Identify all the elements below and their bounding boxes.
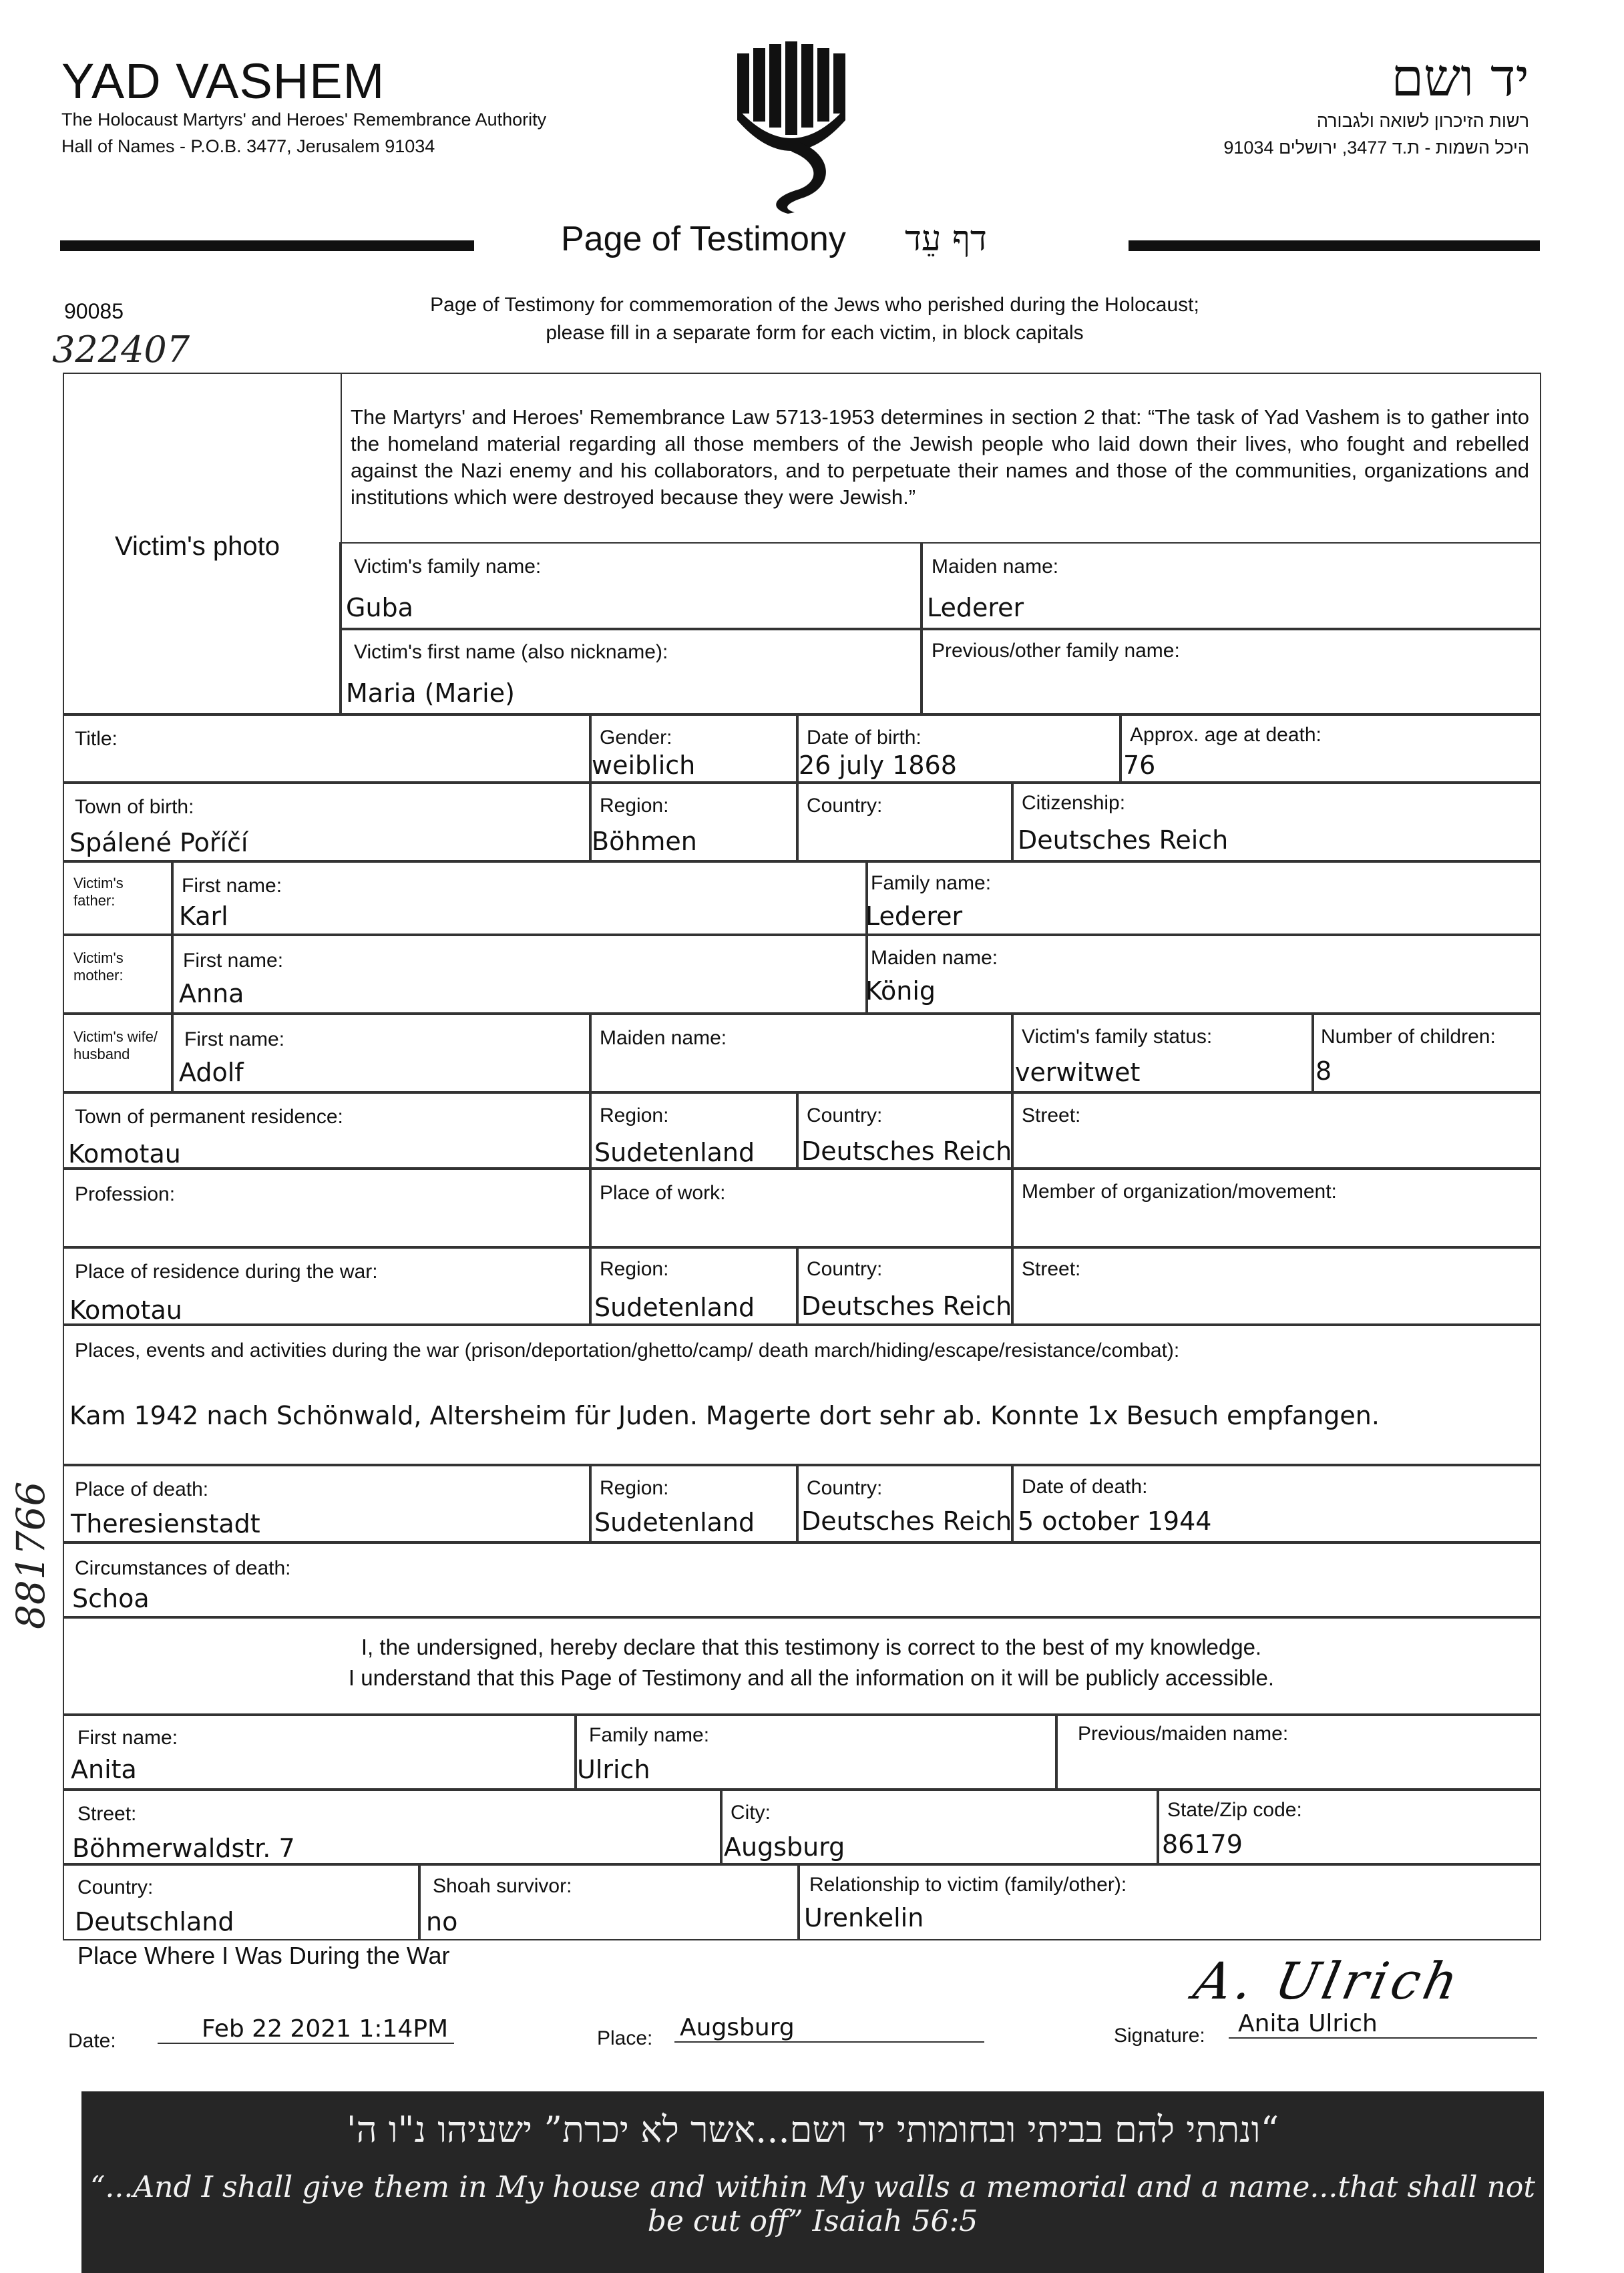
war-place-note: Place Where I Was During the War [77,1942,450,1969]
death-region-label: Region: [600,1477,669,1499]
declaration-line-2: I understand that this Page of Testimony and all the information on it will be publicly accessible. [348,1665,1275,1690]
work-label: Place of work: [600,1182,726,1204]
submitter-first-name-value: Anita [71,1755,137,1784]
citizenship-value: Deutsches Reich [1018,825,1229,855]
family-status-label: Victim's family status: [1022,1026,1213,1048]
title-rule-left [60,240,474,251]
death-date-label: Date of death: [1022,1476,1148,1498]
survivor-label: Shoah survivor: [433,1875,572,1897]
submitter-prev-name-label: Previous/maiden name: [1078,1723,1289,1745]
submitter-city-value: Augsburg [724,1832,845,1862]
spouse-row-label: Victim's wife/ husband [73,1028,158,1062]
document-number: 90085 [64,299,124,323]
death-region-value: Sudetenland [594,1508,755,1537]
children-label: Number of children: [1321,1026,1496,1048]
prev-family-name-label: Previous/other family name: [932,640,1180,662]
spouse-maiden-name-cell [589,1012,1014,1094]
war-region-value: Sudetenland [594,1293,755,1322]
birth-country-cell [796,781,1014,863]
father-row-label: Victim's father: [73,875,124,909]
org-address-he: היכל השמות - ת.ד 3477, ירושלים 91034 [1223,137,1529,158]
father-family-name-label: Family name: [871,872,992,894]
quote-banner [81,2091,1544,2273]
father-family-name-value: Lederer [865,901,963,931]
org-subtitle: The Holocaust Martyrs' and Heroes' Remembrance Authority [61,110,547,130]
relationship-value: Urenkelin [804,1903,924,1932]
family-name-value: Guba [346,593,413,622]
member-label: Member of organization/movement: [1022,1181,1337,1203]
survivor-value: no [426,1907,458,1936]
first-name-value: Maria (Marie) [346,678,515,708]
mother-maiden-name-value: König [865,976,936,1006]
document-title: Page of Testimony [561,220,846,258]
banner-hebrew-quote: “ונתתי להם בביתי ובחומותי יד ושם...אשר לא יכרת” ישעיהו נ"ו ה' [346,2109,1279,2151]
title-label: Title: [75,728,118,750]
children-value: 8 [1315,1056,1332,1086]
profession-cell [63,1167,592,1249]
submitter-family-name-label: Family name: [589,1724,710,1746]
spouse-first-name-value: Adolf [179,1058,244,1087]
war-region-label: Region: [600,1258,669,1280]
signature-name: Anita Ulrich [1229,2010,1537,2039]
residence-country-label: Country: [807,1104,883,1126]
handwritten-number: 322407 [52,329,190,371]
law-text: The Martyrs' and Heroes' Remembrance Law 5713-1953 determines in section 2 that: “The task of Yad Vashem is to gather into the homeland material regarding all those members of the Jewish people who laid down their lives, who fought and rebelled against the Nazi enemy and his collaborators, and to perpetuate their names and those of the communities, organizations and institutions which were destroyed because they were Jewish.” [351,405,1529,509]
events-label: Places, events and activities during the war (prison/deportation/ghetto/camp/ death march/hiding/escape/resistance/combat): [75,1339,1180,1362]
org-header-en [61,53,547,160]
place-label: Place: [597,2027,653,2049]
maiden-name-label: Maiden name: [932,556,1059,578]
father-first-name-label: First name: [182,875,282,897]
declaration-line-1: I, the undersigned, hereby declare that this testimony is correct to the best of my knowledge. [361,1635,1262,1659]
death-circumstances-value: Schoa [72,1584,150,1613]
family-status-value: verwitwet [1015,1058,1141,1087]
residence-street-cell [1011,1091,1541,1170]
photo-label: Victim's photo [115,532,280,561]
death-date-value: 5 october 1944 [1018,1506,1212,1536]
submitter-family-name-value: Ulrich [577,1755,650,1784]
submitter-first-name-cell [63,1713,577,1791]
citizenship-label: Citizenship: [1022,792,1126,814]
org-title-he: יד ושם [1391,48,1529,108]
residence-region-label: Region: [600,1104,669,1126]
mother-first-name-label: First name: [183,950,284,972]
title-cell [63,714,592,784]
war-country-label: Country: [807,1258,883,1280]
death-circumstances-cell [63,1541,1541,1619]
birth-region-label: Region: [600,795,669,817]
mother-maiden-name-cell [865,934,1541,1015]
signature-label: Signature: [1114,2025,1205,2047]
work-cell [589,1167,1014,1249]
gender-value: weiblich [592,751,696,780]
residence-country-value: Deutsches Reich [801,1136,1012,1166]
org-address: Hall of Names - P.O.B. 3477, Jerusalem 91034 [61,136,435,156]
member-cell [1011,1167,1541,1249]
intro-text [267,291,1362,347]
mother-first-name-cell [171,934,868,1015]
banner-english-quote: “...And I shall give them in My house and within My walls a memorial and a name...that shall not be cut off” Isaiah 56:5 [89,2170,1536,2238]
death-place-label: Place of death: [75,1478,209,1500]
residence-region-value: Sudetenland [594,1138,755,1167]
submitter-city-label: City: [731,1802,771,1824]
war-residence-value: Komotau [69,1295,182,1325]
spouse-maiden-name-label: Maiden name: [600,1027,727,1049]
family-name-label: Victim's family name: [354,556,542,578]
profession-label: Profession: [75,1183,176,1205]
dob-value: 26 july 1868 [799,751,957,780]
birth-region-value: Böhmen [592,827,697,856]
death-circumstances-label: Circumstances of death: [75,1557,291,1579]
document-title-he: דף עֵד [905,219,987,259]
gender-label: Gender: [600,727,672,749]
submitter-street-value: Böhmerwaldstr. 7 [72,1834,295,1863]
war-residence-label: Place of residence during the war: [75,1261,378,1283]
side-handwritten-number: 881766 [8,1481,53,1629]
residence-town-value: Komotau [68,1139,181,1169]
age-label: Approx. age at death: [1130,724,1322,746]
submitter-country-value: Deutschland [75,1907,234,1936]
place-value: Augsburg [674,2014,984,2043]
signature-scribble: A. Ulrich [1189,1951,1468,2011]
events-value: Kam 1942 nach Schönwald, Altersheim für Juden. Magerte dort sehr ab. Konnte 1x Besuch empfangen. [69,1401,1380,1430]
father-first-name-cell [171,860,868,936]
residence-town-label: Town of permanent residence: [75,1106,343,1128]
submitter-zip-label: State/Zip code: [1167,1799,1302,1821]
menorah-logo-icon [735,41,851,215]
death-country-value: Deutsches Reich [801,1506,1012,1536]
father-first-name-value: Karl [179,901,228,931]
birth-town-value: Spálené Poříčí [69,828,248,857]
submitter-zip-value: 86179 [1162,1830,1243,1859]
org-title: YAD VASHEM [61,53,385,109]
date-value: Feb 22 2021 1:14PM [158,2015,454,2044]
submitter-first-name-label: First name: [77,1727,178,1749]
birth-town-label: Town of birth: [75,796,194,818]
spouse-first-name-label: First name: [184,1028,285,1050]
declaration-text [67,1632,1556,1693]
date-label: Date: [68,2030,116,2052]
maiden-name-value: Lederer [927,593,1024,622]
war-country-value: Deutsches Reich [801,1291,1012,1321]
death-place-value: Theresienstadt [71,1509,260,1538]
war-street-label: Street: [1022,1258,1081,1280]
intro-line-1: Page of Testimony for commemoration of the Jews who perished during the Holocaust; [430,294,1199,316]
intro-line-2: please fill in a separate form for each victim, in block capitals [546,322,1084,344]
relationship-label: Relationship to victim (family/other): [809,1874,1127,1896]
children-cell [1311,1012,1541,1094]
submitter-street-label: Street: [77,1803,137,1825]
residence-street-label: Street: [1022,1104,1081,1126]
first-name-label: Victim's first name (also nickname): [354,641,668,663]
mother-maiden-name-label: Maiden name: [871,947,998,969]
age-value: 76 [1123,751,1156,780]
birth-country-label: Country: [807,795,883,817]
org-subtitle-he: רשות הזיכרון לשואה ולגבורה [1316,110,1529,131]
dob-label: Date of birth: [807,727,922,749]
mother-first-name-value: Anna [179,979,244,1008]
org-header-he [1223,50,1529,161]
war-street-cell [1011,1246,1541,1326]
mother-row-label: Victim's mother: [73,950,124,984]
title-rule-right [1129,240,1540,251]
submitter-country-label: Country: [77,1876,154,1898]
death-country-label: Country: [807,1477,883,1499]
